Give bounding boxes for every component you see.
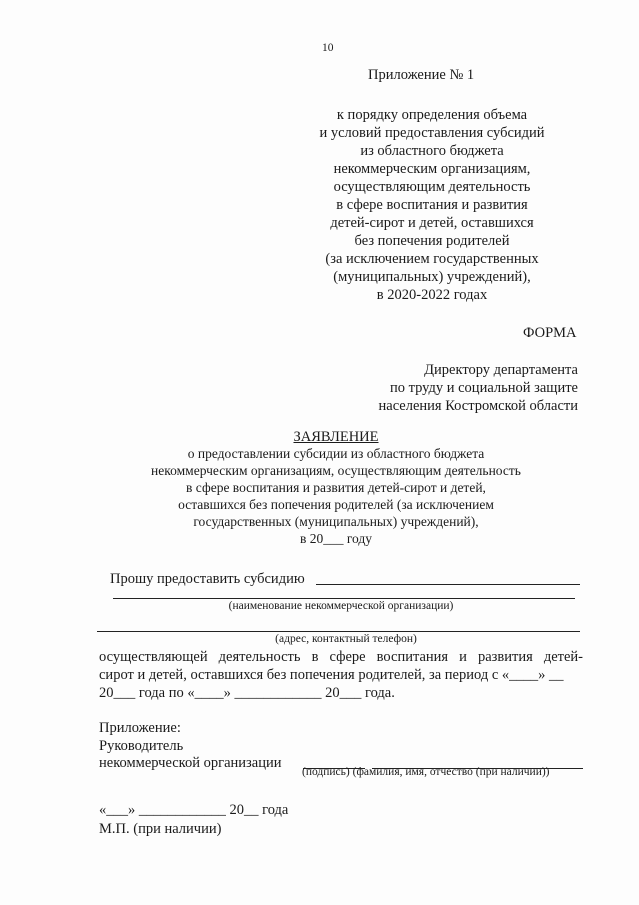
appendix-reference-block [290, 106, 574, 304]
page-number: 10 [322, 42, 334, 54]
appendix-line: некоммерческим организациям, [333, 161, 531, 177]
attachment-label: Приложение: [99, 720, 181, 736]
statement-line: о предоставлении субсидии из областного бюджета [187, 446, 485, 461]
appendix-title: Приложение № 1 [368, 67, 475, 83]
appendix-line: к порядку определения объема [336, 107, 528, 123]
appendix-line: детей-сирот и детей, оставшихся [330, 215, 534, 231]
addressee-line: населения Костромской области [378, 398, 578, 414]
addressee-line: по труду и социальной защите [389, 380, 578, 396]
org-label: некоммерческой организации [99, 755, 282, 771]
request-text: Прошу предоставить субсидию [110, 571, 305, 587]
head-label: Руководитель [99, 738, 184, 754]
statement-line: в 20___ году [299, 531, 373, 546]
appendix-line: и условий предоставления субсидий [319, 125, 545, 141]
appendix-line: в 2020-2022 годах [376, 287, 488, 303]
form-label: ФОРМА [523, 325, 577, 341]
appendix-line: осуществляющим деятельность [333, 179, 531, 195]
date-line: «___» ____________ 20__ года [99, 802, 289, 818]
subsidy-recipient-blank[interactable] [316, 584, 580, 585]
appendix-line: в сфере воспитания и развития [336, 197, 528, 213]
statement-line: в сфере воспитания и развития детей-сирот и детей, [186, 480, 486, 495]
signature-caption: (подпись) (фамилия, имя, отчество (при наличии)) [302, 766, 550, 778]
appendix-line: (муниципальных) учреждений), [333, 269, 531, 285]
activity-line: 20___ года по «____» ____________ 20___ года. [99, 685, 395, 701]
seal-label: М.П. (при наличии) [99, 821, 222, 837]
activity-paragraph [99, 648, 583, 702]
addressee-block [379, 361, 579, 415]
statement-subject-block [120, 445, 552, 547]
activity-line: осуществляющей деятельность в сфере воспитания и развития детей- [99, 649, 583, 665]
activity-line: сирот и детей, оставшихся без попечения родителей, за период с «____» __ [99, 667, 564, 683]
statement-line: государственных (муниципальных) учреждений), [193, 514, 479, 529]
org-name-caption: (наименование некоммерческой организации) [228, 600, 454, 612]
addressee-line: Директору департамента [424, 362, 578, 378]
address-caption: (адрес, контактный телефон) [275, 633, 417, 645]
statement-line: оставшихся без попечения родителей (за исключением [178, 497, 494, 512]
statement-title: ЗАЯВЛЕНИЕ [293, 429, 379, 445]
appendix-line: без попечения родителей [354, 233, 510, 249]
appendix-line: (за исключением государственных [325, 251, 539, 267]
statement-line: некоммерческим организациям, осуществляющим деятельность [151, 463, 521, 478]
appendix-line: из областного бюджета [360, 143, 504, 159]
